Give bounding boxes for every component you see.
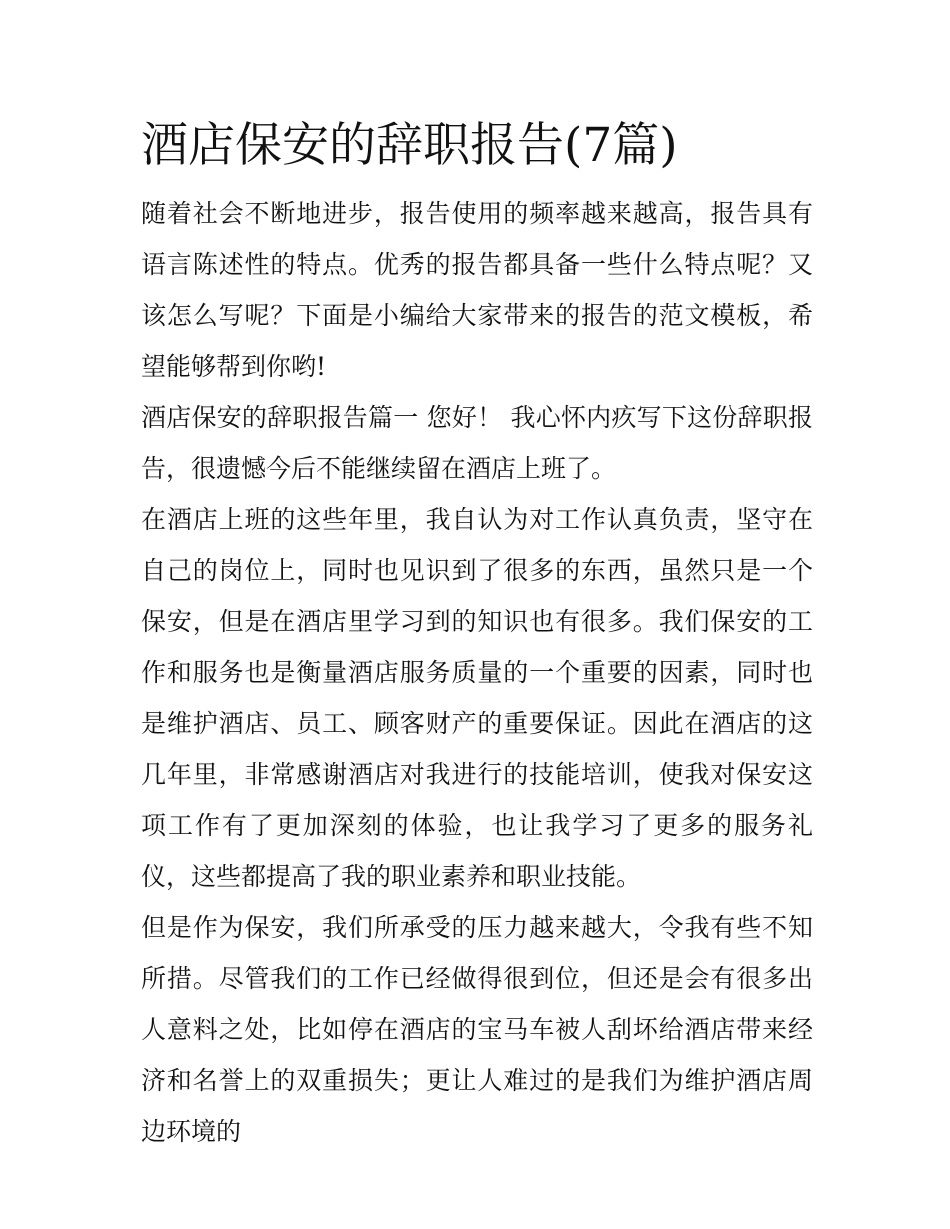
pressure-paragraph: 但是作为保安，我们所承受的压力越来越大，令我有些不知所措。尽管我们的工作已经做得很到位，但还是会有很多出人意料之处，比如停在酒店的宝马车被人刮坏给酒店带来经济和名誉上的双重损失；更让人难过的是我们为维护酒店周边环境的 xyxy=(141,913,813,1146)
experience-paragraph: 在酒店上班的这些年里，我自认为对工作认真负责，坚守在自己的岗位上，同时也见识到了很多的东西，虽然只是一个保安，但是在酒店里学习到的知识也有很多。我们保安的工作和服务也是衡量酒店服务质量的一个重要的因素，同时也是维护酒店、员工、顾客财产的重要保证。因此在酒店的这几年里，非常感谢酒店对我进行的技能培训，使我对保安这项工作有了更加深刻的体验，也让我学习了更多的服务礼仪，这些都提高了我的职业素养和职业技能。 xyxy=(141,505,813,891)
intro-paragraph: 随着社会不断地进步，报告使用的频率越来越高，报告具有语言陈述性的特点。优秀的报告都具备一些什么特点呢？又该怎么写呢？下面是小编给大家带来的报告的范文模板，希望能够帮到你哟! xyxy=(141,199,813,381)
document-page xyxy=(141,112,813,1157)
document-body xyxy=(141,188,813,1157)
document-title: 酒店保安的辞职报告(7篇) xyxy=(141,118,678,173)
opening-paragraph: 酒店保安的辞职报告篇一 您好！ 我心怀内疚写下这份辞职报告，很遗憾今后不能继续留在酒店上班了。 xyxy=(141,403,813,483)
